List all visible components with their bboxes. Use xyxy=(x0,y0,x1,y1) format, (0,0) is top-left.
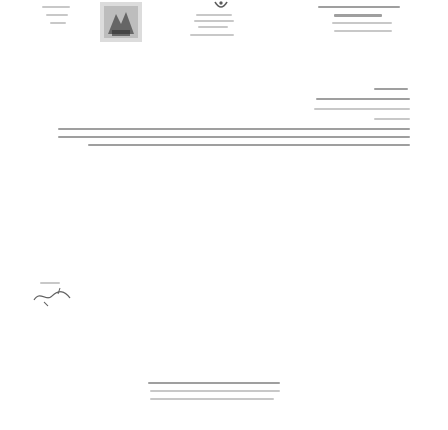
seal-icon xyxy=(212,0,230,12)
university-logo xyxy=(98,0,144,44)
handwritten-signature xyxy=(30,278,76,312)
